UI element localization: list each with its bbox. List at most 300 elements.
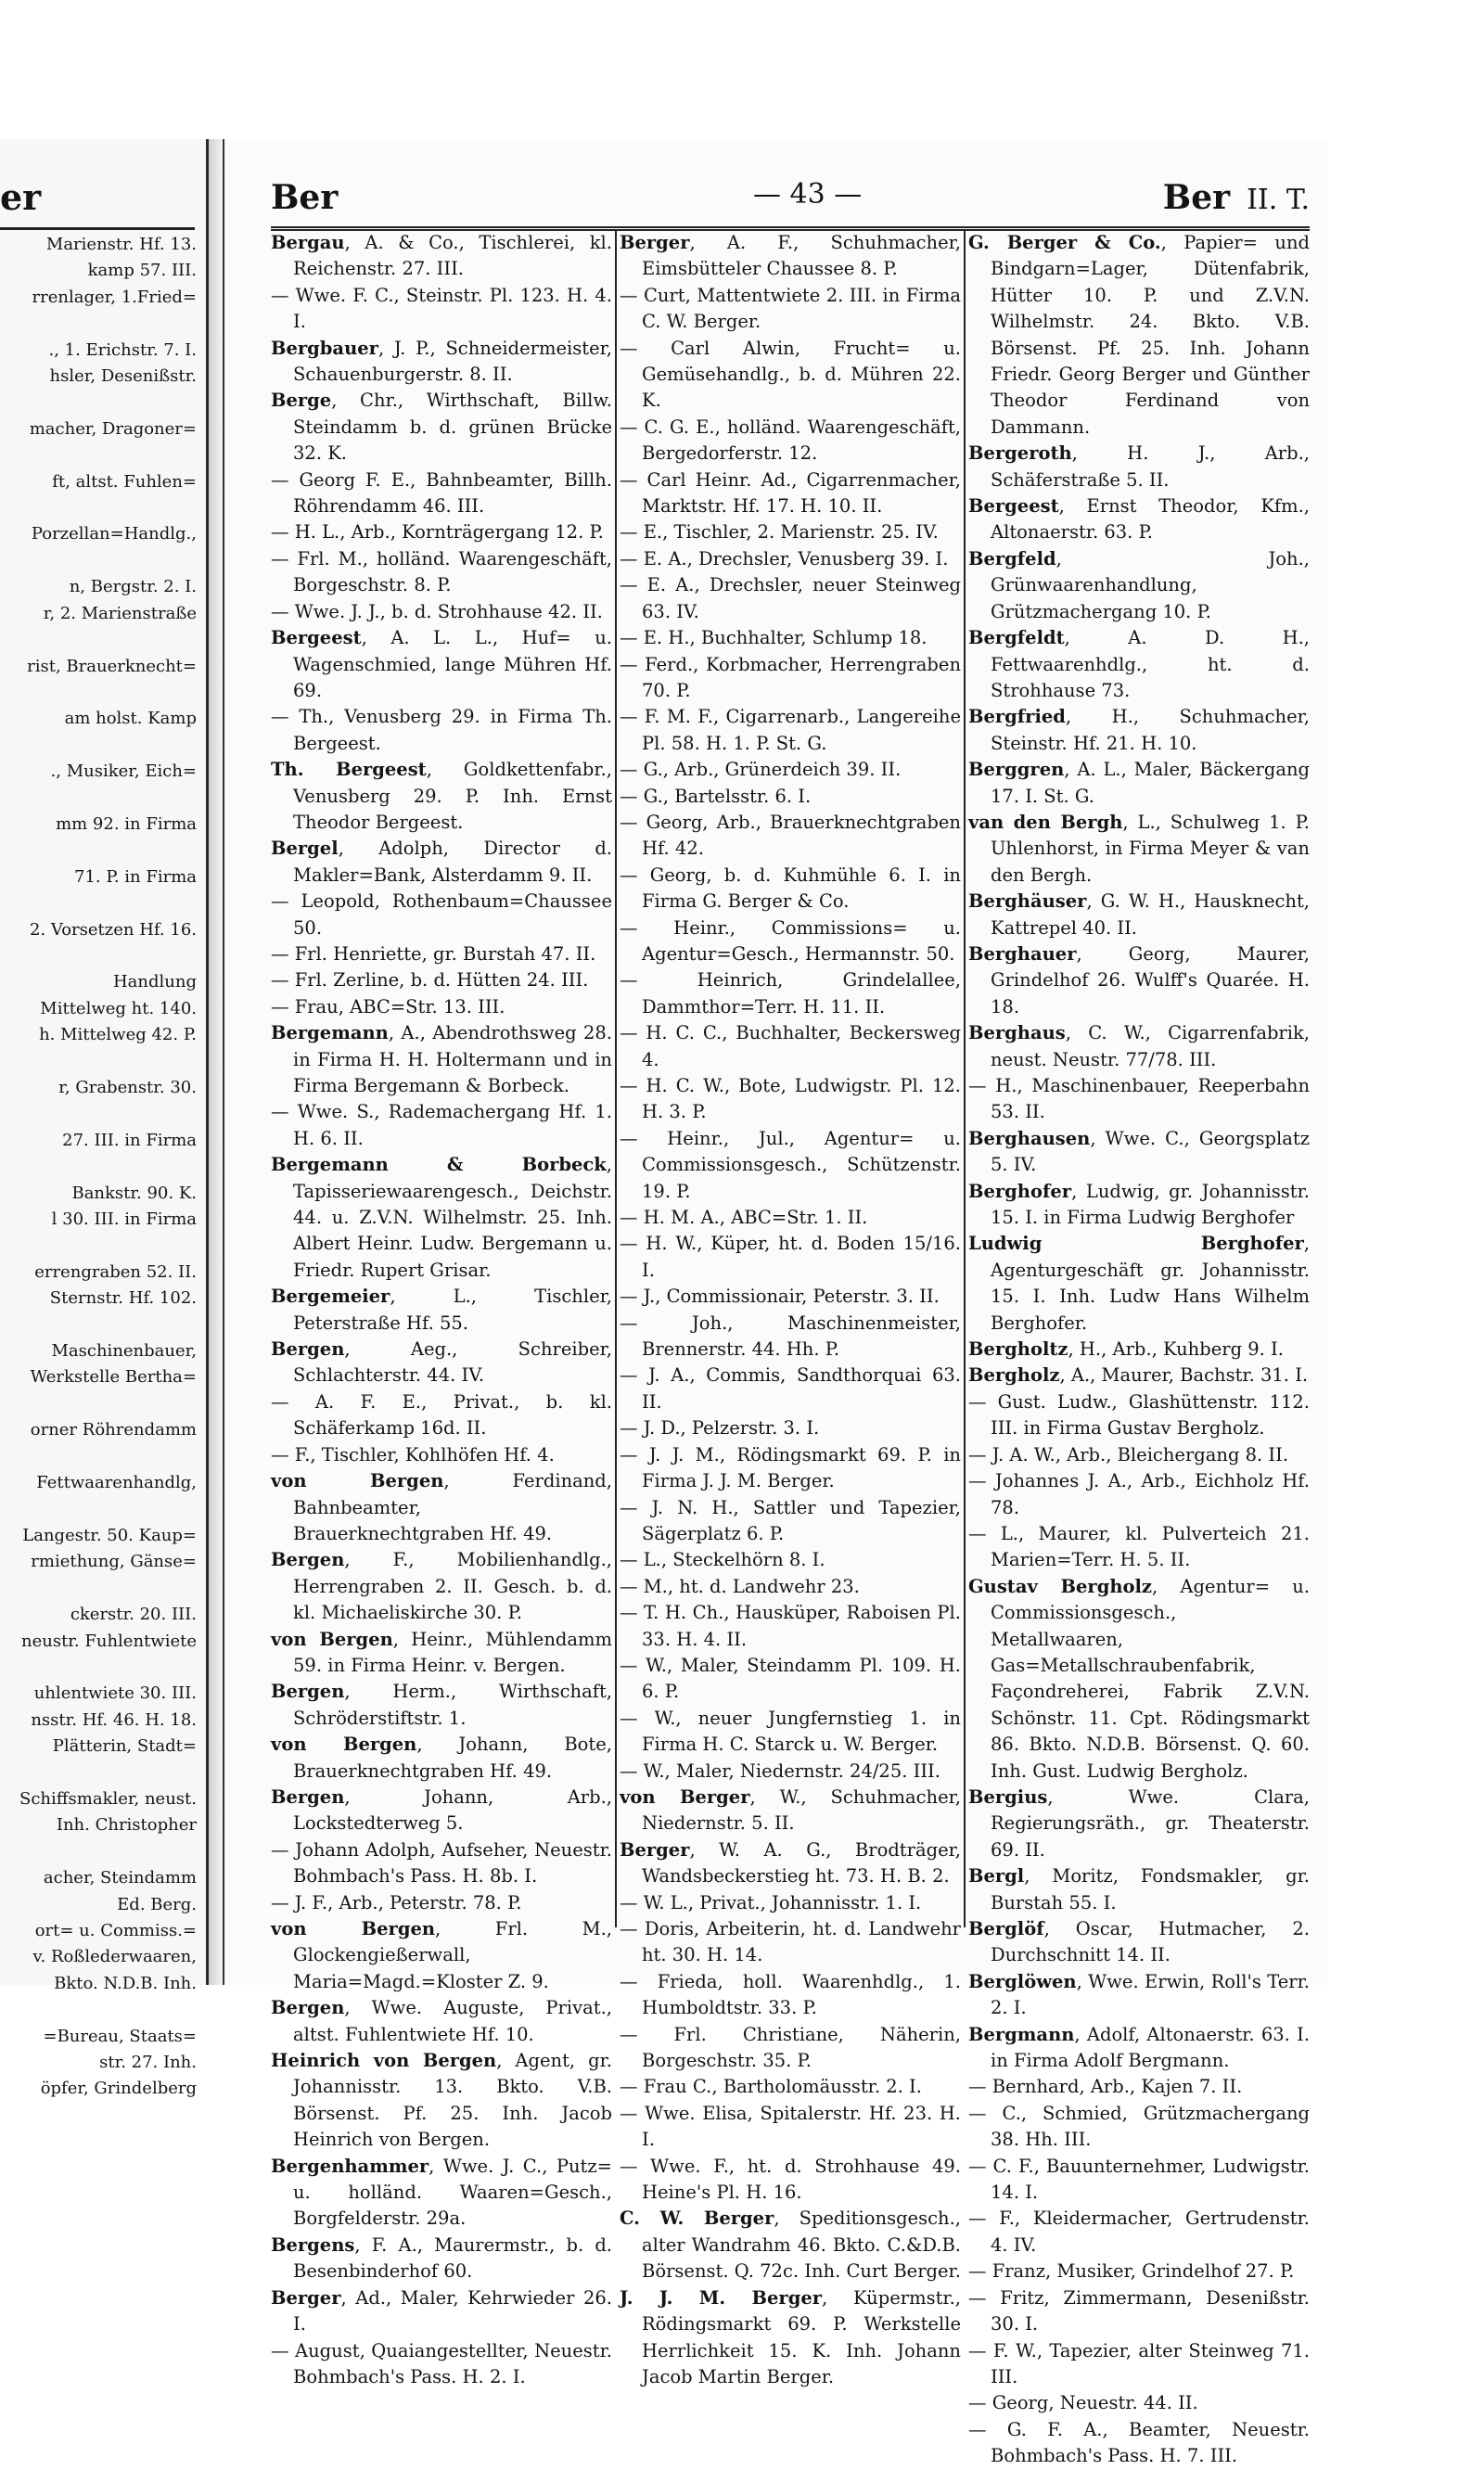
entry-details: , Speditionsgesch., alter Wandrahm 46. Bkto. C.&D.B. Börsenst. Q. 72c. Inh. Curt Berger. <box>642 2208 961 2283</box>
left-page-line: Mittelweg ht. 140. <box>40 998 197 1018</box>
directory-entry <box>620 467 961 520</box>
entry-details: , W., Schuhmacher, Niedernstr. 5. II. <box>642 1785 961 1835</box>
left-page-line: macher, Dragoner= <box>29 418 197 439</box>
entry-details: — H., Maschinenbauer, Reeperbahn 53. II. <box>968 1075 1310 1123</box>
left-page-line: 2. Vorsetzen Hf. 16. <box>29 919 197 940</box>
directory-entry <box>620 230 961 283</box>
entry-details: — A. F. E., Privat., b. kl. Schäferkamp 16d. II. <box>271 1390 612 1440</box>
entry-name: von Berger <box>620 1785 750 1808</box>
directory-entry <box>271 1442 612 1468</box>
entry-details: — Frau, ABC=Str. 13. III. <box>271 995 505 1017</box>
directory-entry <box>620 967 961 1020</box>
directory-entry <box>271 1152 612 1284</box>
entry-details: — W., Maler, Niedernstr. 24/25. III. <box>620 1760 940 1782</box>
entry-details: — G. F. A., Beamter, Neuestr. Bohmbach's Pass. H. 7. III. <box>968 2418 1310 2467</box>
directory-entry <box>271 599 612 625</box>
entry-name: Bergbauer <box>271 337 378 359</box>
entry-details: , Frl. M., Glockengießerwall, Maria=Magd.=Kloster Z. 9. <box>293 1918 613 1992</box>
entry-details: , Georg, Maurer, Grindelhof 26. Wulff's Quarée. H. 18. <box>991 942 1310 1017</box>
entry-details: — J. F., Arb., Peterstr. 78. P. <box>271 1891 522 1913</box>
left-page-line: Werkstelle Bertha= <box>30 1367 197 1388</box>
entry-name: Bergfeld <box>968 547 1056 570</box>
entry-details: — Wwe. F., ht. d. Strohhause 49. Heine's Pl. H. 16. <box>620 2155 961 2204</box>
left-page-line <box>0 1839 197 1865</box>
entry-details: — Fritz, Zimmermann, Desenißstr. 30. I. <box>968 2286 1310 2336</box>
directory-entry <box>968 2259 1310 2284</box>
directory-entry <box>271 283 612 336</box>
directory-entry <box>271 519 612 545</box>
entry-details: — Wwe. F. C., Steinstr. Pl. 123. H. 4. I. <box>271 284 612 333</box>
left-page-line: 27. III. in Firma <box>62 1130 197 1150</box>
directory-entry <box>271 1785 612 1837</box>
directory-entry <box>968 1020 1310 1073</box>
outer-margin <box>1328 139 1484 1985</box>
entry-details: , A. & Co., Tischlerei, kl. Reichenstr. 27. III. <box>293 232 612 280</box>
directory-entry <box>620 625 961 651</box>
entry-name: von Bergen <box>271 1470 444 1492</box>
directory-entry <box>968 546 1310 625</box>
left-page-line: Bkto. N.D.B. Inh. <box>54 1973 197 1993</box>
directory-entry <box>620 915 961 968</box>
entry-details: — W., Maler, Steindamm Pl. 109. H. 6. P. <box>620 1654 961 1703</box>
entry-name: Berger <box>620 232 690 253</box>
left-page-line: kamp 57. III. <box>87 261 197 281</box>
entry-details: — W. L., Privat., Johannisstr. 1. I. <box>620 1891 922 1913</box>
directory-entry <box>271 757 612 836</box>
entry-details: , A. L. L., Huf= u. Wagenschmied, lange Mühren Hf. 69. <box>293 627 612 701</box>
entry-details: , Oscar, Hutmacher, 2. Durchschnitt 14. II. <box>991 1918 1310 1966</box>
directory-entry <box>620 652 961 705</box>
entry-name: Bergfeldt <box>968 627 1065 649</box>
directory-entry <box>620 2022 961 2075</box>
left-page-line: Marienstr. Hf. 13. <box>45 235 197 254</box>
entry-details: — Carl Alwin, Frucht= u. Gemüsehandlg., b. d. Mühren 22. K. <box>620 337 961 412</box>
left-page-line <box>0 1997 197 2023</box>
directory-entry <box>620 1759 961 1785</box>
entry-details: — G., Bartelsstr. 6. I. <box>620 785 812 807</box>
column-rule-2 <box>964 230 966 1927</box>
directory-entry <box>968 941 1310 1020</box>
directory-entry <box>271 2338 612 2391</box>
directory-entry <box>271 1284 612 1337</box>
directory-entry <box>620 2206 961 2284</box>
left-page-line: rrenlager, 1.Fried= <box>32 287 197 307</box>
entry-details: , Goldkettenfabr., Venusberg 29. P. Inh. Ernst Theodor Bergeest. <box>293 759 612 833</box>
directory-entry <box>620 1837 961 1890</box>
entry-details: , A. D. H., Fettwaarenhdlg., ht. d. Strohhause 73. <box>991 627 1310 701</box>
directory-entry <box>620 2074 961 2100</box>
entry-name: Bergeest <box>271 627 362 649</box>
left-page-line: r, 2. Marienstraße <box>43 603 197 623</box>
directory-entry <box>620 1785 961 1837</box>
entry-name: Berglöwen <box>968 1970 1077 1992</box>
directory-entry <box>271 2285 612 2338</box>
entry-name: Bergeroth <box>968 442 1072 465</box>
left-page-line: Handlung <box>112 972 197 992</box>
left-page-line: uhlentwiete 30. III. <box>33 1683 197 1704</box>
left-page-line: Maschinenbauer, <box>51 1341 197 1362</box>
directory-entry <box>271 230 612 283</box>
entry-name: Berghauer <box>968 942 1077 965</box>
directory-entry <box>968 2206 1310 2259</box>
entry-details: — F. W., Tapezier, alter Steinweg 71. III. <box>968 2339 1310 2387</box>
entry-details: , Wwe. Erwin, Roll's Terr. 2. I. <box>991 1970 1310 2019</box>
entry-details: , Wwe. J. C., Putz= u. holländ. Waaren=Gesch., Borgfelderstr. 29a. <box>293 2155 612 2230</box>
directory-entry <box>968 704 1310 757</box>
entry-details: — J. N. H., Sattler und Tapezier, Sägerplatz 6. P. <box>620 1496 961 1544</box>
entry-name: von Bergen <box>271 1628 393 1650</box>
directory-entry <box>271 994 612 1020</box>
left-page-line: 71. P. in Firma <box>74 866 197 887</box>
entry-details: , Papier= und Bindgarn=Lager, Dütenfabrik, Hütter 10. P. und Z.V.N. Wilhelmstr. 24. Bkto. V.B. Börsenst. Pf. 25. Inh. Johann Friedr. Georg Berger und Günther Theodor Ferdinand von Dammann. <box>991 232 1310 438</box>
left-running-head: er <box>0 176 42 218</box>
entry-details: — G., Arb., Grünerdeich 39. II. <box>620 759 902 781</box>
left-page-line <box>0 838 197 864</box>
entry-name: Berghausen <box>968 1127 1091 1149</box>
directory-entry <box>271 1890 612 1916</box>
running-head-part: II. T. <box>1247 184 1310 216</box>
entry-details: , J. P., Schneidermeister, Schauenburgerstr. 8. II. <box>293 337 612 386</box>
entry-name: Bergemann & Borbeck <box>271 1154 607 1176</box>
entry-details: — Gust. Ludw., Glashüttenstr. 112. III. in Firma Gustav Bergholz. <box>968 1390 1310 1440</box>
entry-details: — E. A., Drechsler, Venusberg 39. I. <box>620 547 949 570</box>
left-page-line: Ed. Berg. <box>117 1894 197 1914</box>
directory-entry <box>271 467 612 520</box>
entry-name: Bergemeier <box>271 1286 390 1308</box>
left-page-line: ort= u. Commiss.= <box>34 1921 197 1940</box>
entry-details: — F., Kleidermacher, Gertrudenstr. 4. IV. <box>968 2208 1310 2256</box>
directory-entry <box>620 784 961 810</box>
entry-name: Berge <box>271 390 332 412</box>
directory-entry <box>620 1706 961 1759</box>
directory-entry <box>968 2022 1310 2075</box>
entry-name: Ludwig Berghofer <box>968 1233 1304 1255</box>
left-page-line <box>0 1444 197 1470</box>
directory-entry <box>271 1099 612 1152</box>
entry-details: , Ad., Maler, Kehrwieder 26. I. <box>293 2286 612 2336</box>
directory-entry <box>271 1627 612 1680</box>
entry-details: — Ferd., Korbmacher, Herrengraben 70. P. <box>620 653 961 701</box>
entry-name: Bergeest <box>968 495 1059 518</box>
directory-entry <box>620 519 961 545</box>
entry-details: , Adolf, Altonaerstr. 63. I. in Firma Adolf Bergmann. <box>991 2023 1310 2072</box>
left-page-line <box>0 943 197 969</box>
left-page-line: Fettwaarenhandlg, <box>36 1473 197 1493</box>
entry-details: , Agentur= u. Commissionsgesch., Metallwaaren, Gas=Metallschraubenfabrik, Façondreherei, Fabrik Z.V.N. Schönstr. 11. Cpt. Rödingsmarkt 86. Bkto. N.D.B. Börsenst. Q. 60. Inh. Gust. Ludwig Bergholz. <box>991 1575 1310 1782</box>
entry-name: Berghaus <box>968 1022 1066 1044</box>
left-page-line: =Bureau, Staats= <box>43 2026 197 2046</box>
directory-entry <box>968 1916 1310 1969</box>
entry-details: — Franz, Musiker, Grindelhof 27. P. <box>968 2260 1295 2283</box>
entry-details: , Ludwig, gr. Johannisstr. 15. I. in Firma Ludwig Berghofer <box>991 1180 1310 1229</box>
entry-details: — Heinr., Commissions= u. Agentur=Gesch., Hermannstr. 50. <box>620 916 961 965</box>
left-page-line: mm 92. in Firma <box>56 813 197 834</box>
directory-entry <box>271 1020 612 1099</box>
entry-details: , Herm., Wirthschaft, Schröderstiftstr. 1. <box>293 1681 612 1729</box>
entry-details: , G. W. H., Hausknecht, Kattrepel 40. II. <box>991 890 1310 939</box>
directory-entry <box>968 625 1310 704</box>
entry-details: — August, Quaiangestellter, Neuestr. Bohmbach's Pass. H. 2. I. <box>271 2339 612 2387</box>
left-page-line: Sternstr. Hf. 102. <box>49 1288 197 1309</box>
entry-details: , H. J., Arb., Schäferstraße 5. II. <box>991 442 1310 491</box>
entry-details: , Johann, Arb., Lockstedterweg 5. <box>293 1785 612 1835</box>
entry-details: , Johann, Bote, Brauerknechtgraben Hf. 49. <box>293 1734 612 1782</box>
left-page-line: rmiethung, Gänse= <box>31 1552 197 1572</box>
directory-entry <box>968 2074 1310 2100</box>
entry-details: — Wwe. S., Rademachergang Hf. 1. H. 6. II. <box>271 1101 612 1149</box>
left-head-rule <box>0 227 195 230</box>
left-page-line <box>0 1391 197 1417</box>
entry-name: Berglöf <box>968 1918 1044 1939</box>
entry-details: — E., Tischler, 2. Marienstr. 25. IV. <box>620 521 939 544</box>
directory-entry <box>271 941 612 967</box>
entry-details: , A., Maurer, Bachstr. 31. I. <box>1059 1364 1309 1387</box>
entry-name: Bergmann <box>968 2023 1075 2045</box>
left-page-line: Inh. Christopher <box>56 1815 197 1836</box>
directory-entry <box>968 1126 1310 1179</box>
entry-details: — Heinr., Jul., Agentur= u. Commissionsgesch., Schützenstr. 19. P. <box>620 1127 961 1202</box>
left-page-line: Langestr. 50. Kaup= <box>22 1525 197 1545</box>
entry-details: — H. W., Küper, ht. d. Boden 15/16. I. <box>620 1233 961 1281</box>
directory-entry <box>968 889 1310 941</box>
directory-entry <box>271 836 612 889</box>
entry-name: Bergen <box>271 1785 345 1808</box>
entry-name: Bergen <box>271 1997 345 2019</box>
directory-entry <box>968 2338 1310 2391</box>
entry-details: , Agent, gr. Johannisstr. 13. Bkto. V.B. Börsenst. Pf. 25. Inh. Jacob Heinrich von Bergen. <box>293 2050 612 2151</box>
directory-entry <box>620 810 961 863</box>
directory-entry <box>271 2233 612 2285</box>
entry-details: — Curt, Mattentwiete 2. III. in Firma C. W. Berger. <box>620 284 961 333</box>
directory-entry <box>620 1073 961 1126</box>
entry-name: Bergemann <box>271 1022 389 1044</box>
directory-entry <box>620 1363 961 1415</box>
directory-entry <box>968 1231 1310 1337</box>
left-page-line: acher, Steindamm <box>43 1868 197 1888</box>
directory-entry <box>271 1547 612 1626</box>
column-1 <box>271 230 612 2390</box>
entry-name: Bergau <box>271 232 345 253</box>
entry-details: — Georg, Arb., Brauerknechtgraben Hf. 42. <box>620 811 961 860</box>
left-page-line: ., 1. Erichstr. 7. I. <box>48 339 197 360</box>
left-page-line <box>0 786 197 812</box>
entry-details: — Wwe. J. J., b. d. Strohhause 42. II. <box>271 600 603 622</box>
entry-name: J. J. M. Berger <box>620 2286 823 2309</box>
entry-name: Bergen <box>271 1549 345 1571</box>
directory-entry <box>271 1337 612 1389</box>
left-page-line: am holst. Kamp <box>64 709 197 729</box>
entry-details: — J. J. M., Rödingsmarkt 69. P. in Firma J. J. M. Berger. <box>620 1443 961 1492</box>
left-page-line <box>0 311 197 337</box>
entry-details: — Georg F. E., Bahnbeamter, Billh. Röhrendamm 46. III. <box>271 468 612 518</box>
left-page-line <box>0 390 197 416</box>
directory-entry <box>620 1916 961 1969</box>
entry-details: , Wwe. C., Georgsplatz 5. IV. <box>991 1127 1310 1176</box>
directory-entry <box>968 757 1310 810</box>
entry-details: — Frl. Zerline, b. d. Hütten 24. III. <box>271 969 589 992</box>
directory-entry <box>271 625 612 704</box>
directory-entry <box>620 336 961 415</box>
left-page-line: Porzellan=Handlg., <box>31 524 197 544</box>
entry-details: , H., Schuhmacher, Steinstr. Hf. 21. H. 10. <box>991 706 1310 754</box>
entry-details: , L., Tischler, Peterstraße Hf. 55. <box>293 1286 612 1334</box>
entry-name: G. Berger & Co. <box>968 232 1161 253</box>
left-page-line <box>0 680 197 706</box>
entry-details: — J. D., Pelzerstr. 3. I. <box>620 1417 820 1440</box>
left-page-line: ft, altst. Fuhlen= <box>52 471 197 492</box>
entry-details: — Johannes J. A., Arb., Eichholz Hf. 78. <box>968 1470 1310 1518</box>
left-page-line <box>0 1154 197 1180</box>
book-gutter <box>209 139 223 1985</box>
entry-details: , A. F., Schuhmacher, Eimsbütteler Chaussee 8. P. <box>642 232 961 280</box>
entry-details: — Leopold, Rothenbaum=Chaussee 50. <box>271 890 612 939</box>
directory-entry <box>271 1916 612 1995</box>
directory-entry <box>620 1969 961 2022</box>
entry-details: , Joh., Grünwaarenhandlung, Grützmachergang 10. P. <box>991 547 1310 622</box>
left-page-line <box>0 1760 197 1786</box>
entry-details: — Frl. M., holländ. Waarengeschäft, Borgeschstr. 8. P. <box>271 547 612 596</box>
directory-entry <box>968 1521 1310 1574</box>
left-page-line: l 30. III. in Firma <box>51 1209 197 1230</box>
directory-entry <box>620 1890 961 1916</box>
left-page-line: Schiffsmakler, neust. <box>19 1788 197 1809</box>
left-page-line: h. Mittelweg 42. P. <box>39 1025 197 1045</box>
directory-entry <box>620 1653 961 1706</box>
entry-details: , Adolph, Director d. Makler=Bank, Alsterdamm 9. II. <box>293 838 612 886</box>
entry-details: — E. H., Buchhalter, Schlump 18. <box>620 627 928 649</box>
entry-name: Bergholz <box>968 1364 1060 1387</box>
left-page-line: nsstr. Hf. 46. H. 18. <box>31 1709 197 1730</box>
left-page-line: v. Roßlederwaaren, <box>32 1947 197 1967</box>
left-page-line <box>0 495 197 521</box>
entry-name: Bergenhammer <box>271 2155 429 2177</box>
entry-name: Bergl <box>968 1865 1025 1888</box>
entry-details: — J., Commissionair, Peterstr. 3. II. <box>620 1286 940 1308</box>
entry-details: — J. A., Commis, Sandthorquai 63. II. <box>620 1364 961 1413</box>
entry-details: , Wwe. Clara, Regierungsräth., gr. Theaterstr. 69. II. <box>991 1785 1310 1861</box>
entry-details: , A., Abendrothsweg 28. in Firma H. H. Holtermann und in Firma Bergemann & Borbeck. <box>293 1022 612 1096</box>
entry-details: , A. L., Maler, Bäckergang 17. I. St. G. <box>991 759 1310 807</box>
entry-details: , L., Schulweg 1. P. Uhlenhorst, in Firma Meyer & van den Bergh. <box>991 811 1310 886</box>
directory-entry <box>620 863 961 915</box>
entry-details: — F., Tischler, Kohlhöfen Hf. 4. <box>271 1443 555 1465</box>
left-page-line <box>0 1497 197 1523</box>
entry-details: — Bernhard, Arb., Kajen 7. II. <box>968 2076 1243 2098</box>
directory-entry <box>271 704 612 757</box>
entry-details: — F. M. F., Cigarrenarb., Langereihe Pl. 58. H. 1. P. St. G. <box>620 706 961 754</box>
directory-entry <box>620 1495 961 1548</box>
entry-name: von Bergen <box>271 1734 417 1756</box>
left-page-line: Bankstr. 90. K. <box>71 1183 197 1203</box>
directory-entry <box>271 388 612 467</box>
left-page-line: r, Grabenstr. 30. <box>58 1078 197 1097</box>
left-page-line <box>0 1101 197 1127</box>
entry-name: Bergens <box>271 2233 355 2256</box>
directory-entry <box>968 810 1310 889</box>
left-page-line: ., Musiker, Eich= <box>50 761 197 782</box>
directory-entry <box>620 1574 961 1600</box>
directory-entry <box>271 967 612 993</box>
entry-details: — Doris, Arbeiterin, ht. d. Landwehr ht. 30. H. 14. <box>620 1918 961 1966</box>
entry-name: van den Bergh <box>968 811 1123 833</box>
column-2 <box>620 230 961 2390</box>
directory-entry <box>271 1468 612 1547</box>
directory-entry <box>271 1995 612 2048</box>
entry-details: — Georg, Neuestr. 44. II. <box>968 2392 1198 2414</box>
entry-name: Bergel <box>271 838 339 860</box>
entry-name: Berghäuser <box>968 890 1087 913</box>
directory-entry <box>968 1442 1310 1468</box>
entry-name: C. W. Berger <box>620 2208 774 2230</box>
directory-entry <box>620 2154 961 2207</box>
left-page-line: hsler, Desenißstr. <box>49 366 197 387</box>
entry-details: — H. C. C., Buchhalter, Beckersweg 4. <box>620 1022 961 1070</box>
entry-name: von Bergen <box>271 1918 436 1939</box>
entry-details: , W. A. G., Brodträger, Wandsbeckerstieg ht. 73. H. B. 2. <box>642 1838 961 1888</box>
directory-entry <box>968 2417 1310 2470</box>
directory-entry <box>271 2154 612 2233</box>
left-page-line: öpfer, Grindelberg <box>40 2079 197 2099</box>
directory-entry <box>271 1732 612 1785</box>
left-page-line <box>0 1233 197 1259</box>
entry-details: — Frl. Christiane, Näherin, Borgeschstr. 35. P. <box>620 2023 961 2072</box>
directory-entry <box>620 1231 961 1284</box>
directory-entry <box>620 1547 961 1573</box>
directory-entry <box>620 1600 961 1653</box>
left-page-line <box>0 890 197 916</box>
directory-entry <box>271 1389 612 1442</box>
left-page-line: str. 27. Inh. <box>99 2053 197 2073</box>
entry-name: Bergfried <box>968 706 1066 728</box>
running-head-right-word: Ber <box>1162 178 1231 217</box>
entry-details: — T. H. Ch., Hausküper, Raboisen Pl. 33. H. 4. II. <box>620 1602 961 1650</box>
directory-entry <box>620 415 961 467</box>
entry-details: — Frl. Henriette, gr. Burstah 47. II. <box>271 942 596 965</box>
left-page-line: n, Bergstr. 2. I. <box>69 577 197 597</box>
directory-entry <box>620 757 961 783</box>
directory-entry <box>271 546 612 599</box>
entry-details: , Tapisseriewaarengesch., Deichstr. 44. u. Z.V.N. Wilhelmstr. 25. Inh. Albert Heinr. Ludw. Bergemann u. Friedr. Rupert Grisar. <box>293 1154 612 1281</box>
entry-details: — H. M. A., ABC=Str. 1. II. <box>620 1207 868 1229</box>
entry-name: Berggren <box>968 759 1065 781</box>
entry-details: — Joh., Maschinenmeister, Brennerstr. 44. Hh. P. <box>620 1312 961 1361</box>
entry-details: , Ernst Theodor, Kfm., Altonaerstr. 63. P. <box>991 495 1310 544</box>
entry-details: — W., neuer Jungfernstieg 1. in Firma H. C. Starck u. W. Berger. <box>620 1707 961 1756</box>
entry-details: — Frau C., Bartholomäusstr. 2. I. <box>620 2076 922 2098</box>
entry-name: Bergen <box>271 1338 345 1361</box>
entry-details: — Th., Venusberg 29. in Firma Th. Bergeest. <box>271 706 612 754</box>
running-head-right <box>1163 178 1310 217</box>
entry-details: , Wwe. Auguste, Privat., altst. Fuhlentwiete Hf. 10. <box>293 1997 612 2045</box>
column-3 <box>968 230 1310 2470</box>
directory-entry <box>968 2390 1310 2416</box>
directory-entry <box>271 2048 612 2154</box>
entry-details: — C. G. E., holländ. Waarengeschäft, Bergedorferstr. 12. <box>620 416 961 465</box>
entry-details: — Johann Adolph, Aufseher, Neuestr. Bohmbach's Pass. H. 8b. I. <box>271 1838 612 1888</box>
left-page-line <box>0 733 197 759</box>
directory-entry <box>968 1969 1310 2022</box>
left-page-line <box>0 1312 197 1338</box>
left-page-line: neustr. Fuhlentwiete <box>21 1631 197 1651</box>
directory-entry <box>968 1363 1310 1389</box>
running-head <box>271 178 1310 224</box>
directory-entry <box>968 1574 1310 1785</box>
entry-details: , H., Arb., Kuhberg 9. I. <box>1068 1338 1284 1361</box>
entry-name: Heinrich von Bergen <box>271 2050 497 2072</box>
left-page-line <box>0 548 197 574</box>
entry-details: — C. F., Bauunternehmer, Ludwigstr. 14. I. <box>968 2155 1310 2204</box>
directory-entry <box>620 2285 961 2391</box>
